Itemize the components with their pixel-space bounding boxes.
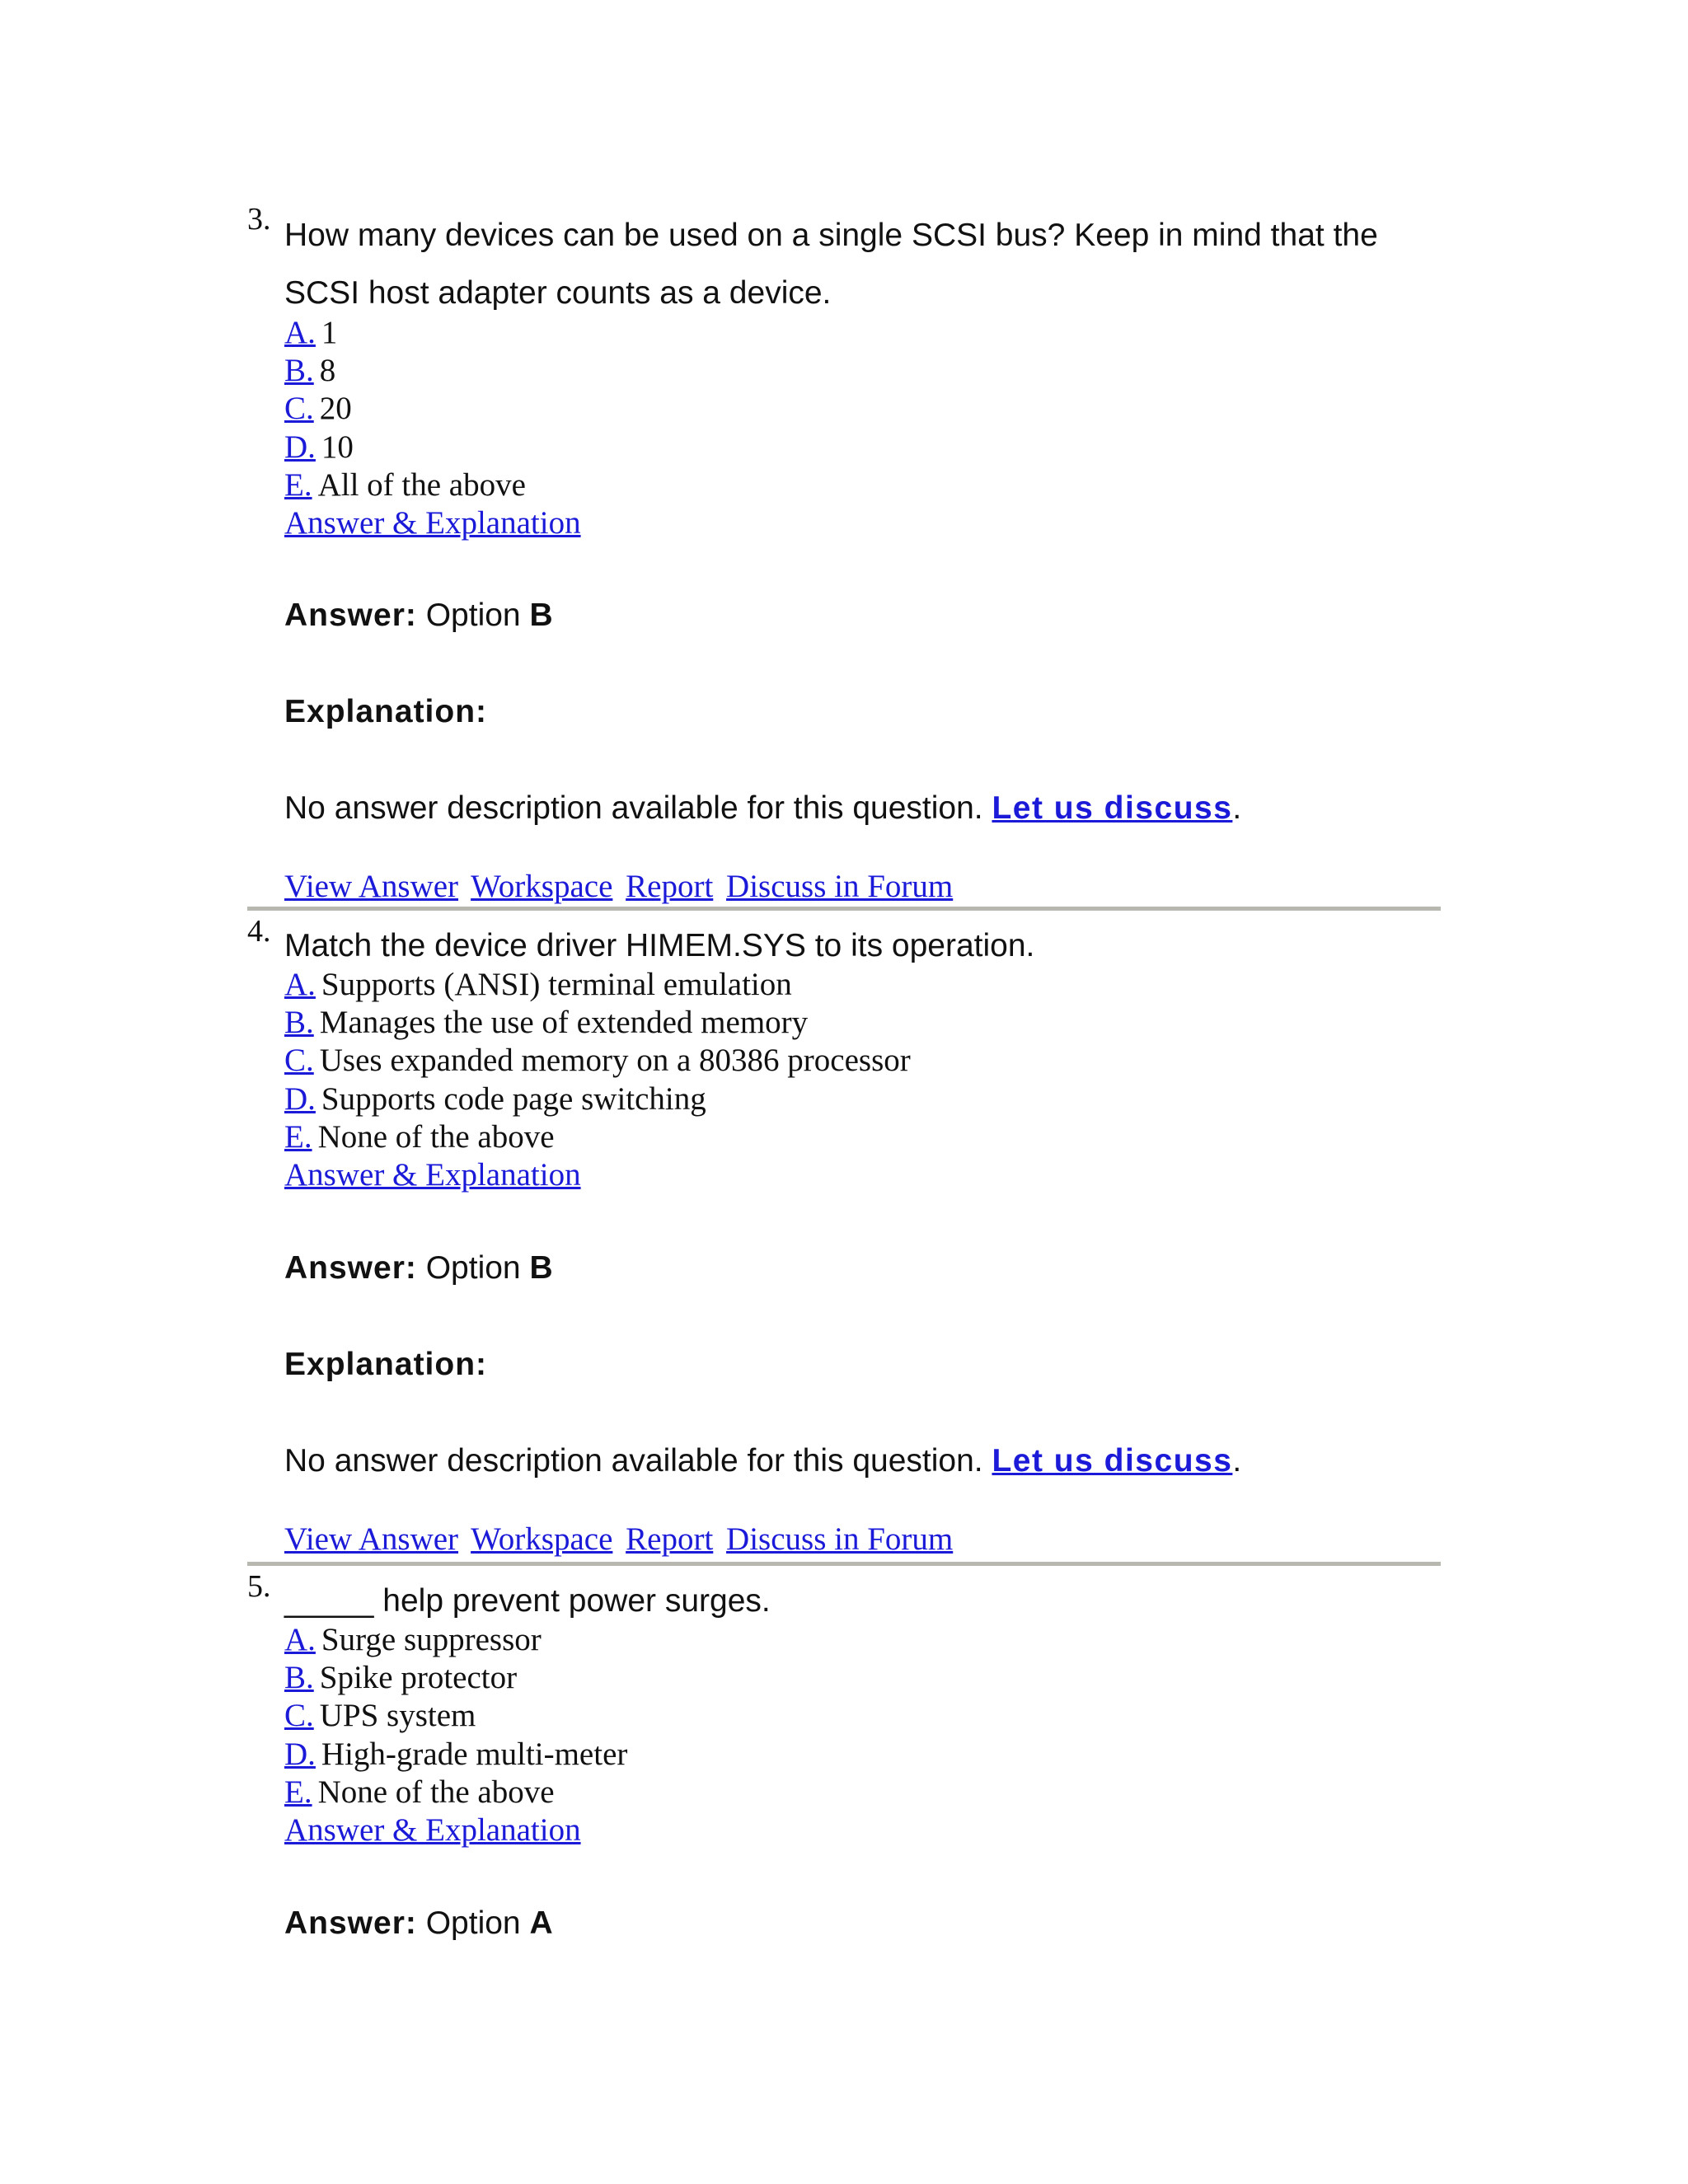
- answer-line: [284, 1250, 553, 1286]
- option-d-link[interactable]: D.: [284, 429, 316, 465]
- option-text: Uses expanded memory on a 80386 processor: [319, 1043, 911, 1079]
- option-text: High-grade multi-meter: [321, 1736, 628, 1772]
- answer-option-word: Option: [425, 598, 521, 633]
- option-c: [284, 390, 581, 428]
- option-b: [284, 352, 581, 390]
- option-a-link[interactable]: A.: [284, 1622, 316, 1657]
- answer-label: Answer:: [284, 1250, 417, 1286]
- explanation-label: Explanation:: [284, 1347, 488, 1382]
- answer-line: [284, 1905, 553, 1942]
- question-actions: [284, 1521, 958, 1558]
- option-text: UPS system: [319, 1698, 476, 1734]
- question-text-line: SCSI host adapter counts as a device.: [284, 275, 832, 311]
- options-list: [284, 966, 911, 1194]
- workspace-link[interactable]: Workspace: [471, 1521, 613, 1557]
- answer-letter: A: [529, 1905, 553, 1941]
- option-text: 8: [319, 353, 336, 389]
- option-e-link[interactable]: E.: [284, 466, 312, 503]
- options-list: [284, 314, 581, 542]
- option-d: [284, 1080, 911, 1118]
- report-link[interactable]: Report: [626, 1521, 714, 1557]
- option-b: [284, 1004, 911, 1042]
- option-text: Surge suppressor: [321, 1622, 542, 1657]
- option-c: [284, 1697, 627, 1735]
- option-c-link[interactable]: C.: [284, 1698, 314, 1734]
- option-a: [284, 314, 581, 352]
- option-text: 1: [321, 315, 338, 350]
- discuss-in-forum-link[interactable]: Discuss in Forum: [726, 1521, 954, 1557]
- option-text: Supports (ANSI) terminal emulation: [321, 967, 792, 1002]
- discuss-in-forum-link[interactable]: Discuss in Forum: [726, 869, 954, 904]
- option-text: Manages the use of extended memory: [319, 1005, 809, 1041]
- option-e: [284, 1774, 627, 1811]
- option-b-link[interactable]: B.: [284, 1660, 314, 1696]
- question-number: 5.: [247, 1569, 271, 1604]
- option-text: None of the above: [317, 1774, 555, 1810]
- option-text: None of the above: [317, 1118, 555, 1155]
- option-d: [284, 429, 581, 466]
- answer-explanation-link[interactable]: Answer & Explanation: [284, 505, 581, 541]
- option-text: 10: [321, 429, 354, 465]
- answer-option-word: Option: [425, 1905, 521, 1941]
- description-end: .: [1232, 790, 1242, 826]
- answer-label: Answer:: [284, 1905, 417, 1941]
- question-text-line: How many devices can be used on a single SCSI bus? Keep in mind that the: [284, 218, 1378, 253]
- option-a-link[interactable]: A.: [284, 967, 316, 1002]
- question-number: 4.: [247, 914, 271, 949]
- option-b-link[interactable]: B.: [284, 1005, 314, 1041]
- description-end: .: [1232, 1443, 1242, 1479]
- answer-line: [284, 598, 553, 634]
- question-3: [247, 200, 1442, 909]
- option-a: [284, 1621, 627, 1659]
- option-e: [284, 1118, 911, 1156]
- option-e-link[interactable]: E.: [284, 1774, 312, 1810]
- answer-description: [284, 790, 1241, 827]
- option-a-link[interactable]: A.: [284, 315, 316, 350]
- answer-explanation-link[interactable]: Answer & Explanation: [284, 1157, 581, 1193]
- let-us-discuss-link[interactable]: Let us discuss: [992, 1443, 1233, 1479]
- option-c: [284, 1042, 911, 1080]
- answer-letter: B: [529, 598, 553, 633]
- question-text-line: _____ help prevent power surges.: [284, 1583, 771, 1619]
- divider: [247, 1562, 1441, 1566]
- report-link[interactable]: Report: [626, 869, 714, 904]
- option-d-link[interactable]: D.: [284, 1736, 316, 1772]
- description-text: No answer description available for this question.: [284, 1443, 983, 1479]
- question-number: 3.: [247, 202, 271, 237]
- explanation-label: Explanation:: [284, 694, 488, 729]
- answer-option-word: Option: [425, 1250, 521, 1286]
- let-us-discuss-link[interactable]: Let us discuss: [992, 790, 1233, 826]
- option-text: Supports code page switching: [321, 1080, 706, 1117]
- answer-label: Answer:: [284, 598, 417, 633]
- divider: [247, 907, 1441, 911]
- option-d: [284, 1736, 627, 1774]
- options-list: [284, 1621, 627, 1849]
- workspace-link[interactable]: Workspace: [471, 869, 613, 904]
- question-text-line: Match the device driver HIMEM.SYS to its operation.: [284, 928, 1035, 963]
- view-answer-link[interactable]: View Answer: [284, 1521, 459, 1557]
- option-text: 20: [319, 391, 352, 427]
- option-text: Spike protector: [319, 1660, 518, 1696]
- option-c-link[interactable]: C.: [284, 391, 314, 427]
- option-b: [284, 1659, 627, 1697]
- description-text: No answer description available for this question.: [284, 790, 983, 826]
- question-text: [284, 207, 1438, 322]
- option-a: [284, 966, 911, 1004]
- question-5: [247, 1569, 1442, 1965]
- view-answer-link[interactable]: View Answer: [284, 869, 459, 904]
- option-text: All of the above: [317, 466, 526, 503]
- answer-explanation-link[interactable]: Answer & Explanation: [284, 1812, 581, 1849]
- answer-description: [284, 1443, 1241, 1479]
- question-4: [247, 914, 1442, 1565]
- question-actions: [284, 868, 958, 905]
- answer-letter: B: [529, 1250, 553, 1286]
- option-b-link[interactable]: B.: [284, 353, 314, 389]
- option-c-link[interactable]: C.: [284, 1043, 314, 1079]
- option-e-link[interactable]: E.: [284, 1118, 312, 1155]
- option-e: [284, 466, 581, 504]
- option-d-link[interactable]: D.: [284, 1080, 316, 1117]
